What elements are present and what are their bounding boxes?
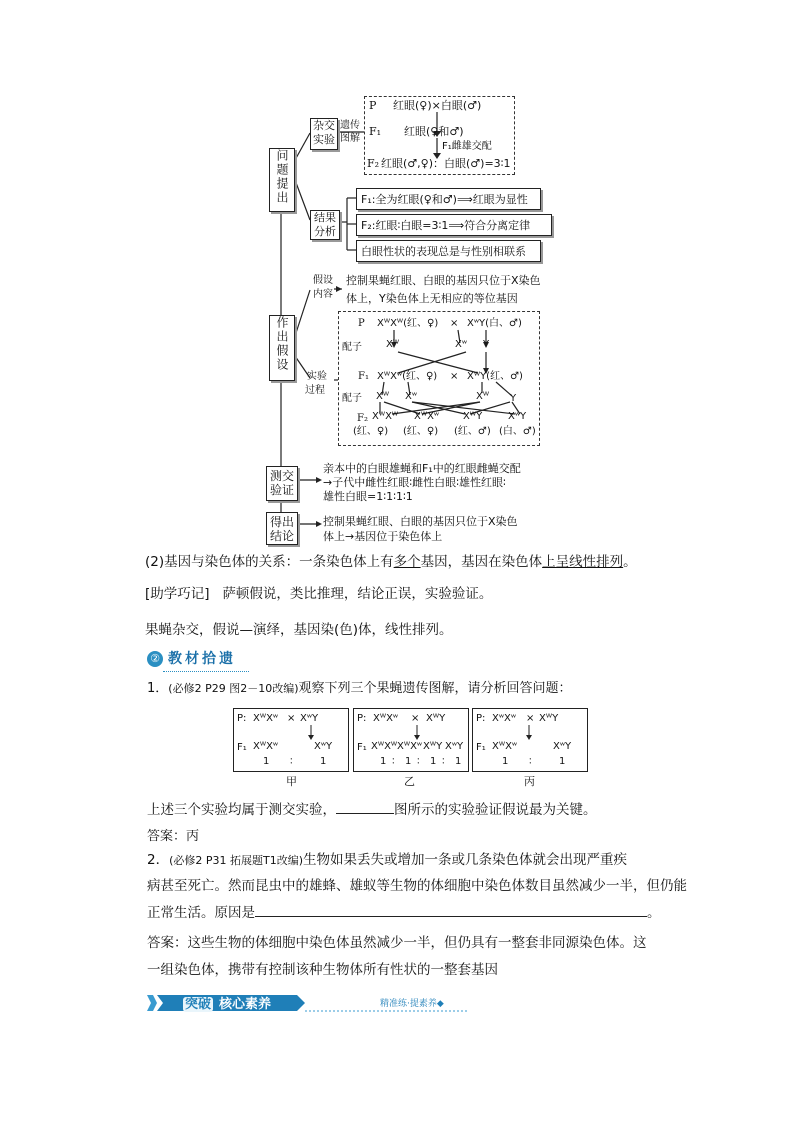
- fig-jia-f1: F₁: [237, 742, 247, 753]
- hyp-content-1: 控制果蝇红眼、白眼的基因只位于X染色: [346, 274, 541, 287]
- fig-jia-o2: XʷY: [314, 741, 333, 752]
- cross-f1: F₁: [369, 125, 382, 138]
- mnemonic-line-2: 果蝇杂交，假说—演绎，基因染(色)体，线性排列。: [145, 622, 453, 638]
- section-number-icon: ②: [147, 651, 163, 667]
- hyp-g4: Xᵂ: [376, 391, 390, 402]
- hyp-g6: Xᵂ: [476, 391, 490, 402]
- hyp-p-left: XᵂXᵂ(红、♀): [377, 318, 439, 329]
- cross-exp-2: 实验: [313, 133, 335, 146]
- fig-yi-f1: F₁: [357, 742, 367, 753]
- conclusion-label-2: 结论: [269, 529, 294, 543]
- hyp-g5: Xʷ: [405, 391, 418, 402]
- cross-f2: F₂: [367, 157, 380, 170]
- q1-blank[interactable]: [336, 813, 394, 814]
- fig-yi-r7: 1: [455, 756, 462, 767]
- hyp-p-times: ×: [450, 318, 459, 329]
- q2-answer-2: 一组染色体，携带有控制该种生物体所有性状的一整套基因: [147, 962, 498, 978]
- conclusion-label-1: 得出: [269, 515, 294, 529]
- fig-yi-x: ×: [411, 713, 420, 724]
- fig-yi-o3: XᵂY: [423, 741, 443, 752]
- fig-yi-o4: XʷY: [445, 741, 464, 752]
- cross-diagram-1: 遗传: [340, 120, 360, 131]
- fig-yi-label: 乙: [404, 775, 415, 788]
- hypothesis-label: 作出假设: [275, 316, 289, 372]
- fig-yi-r4: ：: [416, 756, 426, 767]
- banner-subtitle: 精准练·提素养◆: [380, 999, 444, 1009]
- banner-break-label: 突破: [185, 997, 212, 1012]
- conclusion-text-2: 体上→基因位于染色体上: [323, 530, 443, 543]
- fig-bing-r3: 1: [559, 756, 566, 767]
- hyp-content-2: 体上，Y染色体上无相应的等位基因: [346, 292, 518, 305]
- hyp-g1: Xᵂ: [386, 339, 400, 350]
- fig-jia-r2: ：: [289, 756, 299, 767]
- hyp-process-label-1: 实验: [307, 371, 327, 382]
- fig-bing-f1: F₁: [476, 742, 486, 753]
- hyp-g7: Y: [510, 393, 517, 404]
- section-title: 教材拾遗: [168, 651, 236, 667]
- hyp-content-label-1: 假设: [313, 275, 333, 286]
- conclusion-text-1: 控制果蝇红眼、白眼的基因只位于X染色: [323, 515, 518, 528]
- cross-p-text: 红眼(♀)×白眼(♂): [393, 99, 482, 112]
- fig-bing-o2: XʷY: [553, 741, 572, 752]
- fig-bing-r1: 1: [502, 756, 509, 767]
- cross-f1-text: 红眼(♀和♂): [404, 125, 464, 138]
- fig-yi-r1: 1: [380, 756, 387, 767]
- fig-jia-o1: XᵂXʷ: [253, 741, 279, 752]
- fig-jia-r1: 1: [263, 756, 270, 767]
- fig-bing-r2: ：: [528, 756, 538, 767]
- hyp-f1-left: XᵂXʷ(红、♀): [377, 371, 438, 382]
- hyp-content-label-2: 内容: [313, 289, 333, 300]
- fig-bing-p-left: XʷXʷ: [492, 713, 517, 724]
- fig-bing-o1: XᵂXʷ: [492, 741, 518, 752]
- analysis-item-3: 白眼性状的表现总是与性别相联系: [356, 240, 541, 262]
- fig-yi-o1: XᵂXᵂ: [371, 741, 398, 752]
- hyp-gamete2-label: 配子: [342, 393, 362, 404]
- fig-jia-label: 甲: [286, 775, 297, 788]
- hyp-p-right: XʷY(白、♂): [467, 318, 522, 329]
- hyp-f2-p1: (红、♀): [353, 426, 389, 437]
- core-literacy-banner: [147, 993, 467, 1015]
- hyp-f2-g4: XʷY: [508, 411, 527, 422]
- fig-bing-p: P:: [476, 713, 486, 724]
- hyp-p: P: [358, 318, 365, 329]
- hyp-f2-p4: (白、♂): [499, 426, 536, 437]
- hyp-f1-times: ×: [450, 371, 459, 382]
- testcross-text-3: 雄性白眼=1∶1∶1∶1: [323, 490, 413, 503]
- question-label: 问题提出: [275, 149, 289, 205]
- fig-yi-p-right: XᵂY: [426, 713, 446, 724]
- fig-bing-label: 丙: [524, 775, 535, 788]
- fig-jia-r3: 1: [320, 756, 327, 767]
- analysis-item-2: F₂:红眼∶白眼=3∶1⟹符合分离定律: [356, 214, 552, 236]
- cross-exp-1: 杂交: [313, 119, 335, 132]
- q1-line: 1．(必修2 P29 图2－10改编)观察下列三个果蝇遗传图解，请分析回答问题：: [147, 681, 572, 696]
- fig-yi-r3: 1: [405, 756, 412, 767]
- hyp-f2-g1: XᵂXᵂ: [372, 411, 399, 422]
- cross-diagram-2: 图解: [340, 133, 360, 144]
- fig-yi-r2: ：: [391, 756, 401, 767]
- mnemonic-line: [助学巧记] 萨顿假说，类比推理，结论正误，实验验证。: [145, 586, 493, 602]
- fig-bing-x: ×: [526, 713, 535, 724]
- fig-jia-p-left: XᵂXʷ: [253, 713, 279, 724]
- q2-line-1: 2．(必修2 P31 拓展题T1改编)生物如果丢失或增加一条或几条染色体就会出现严重疾: [147, 852, 628, 868]
- fig-bing-p-right: XᵂY: [539, 713, 559, 724]
- gene-chromosome-paragraph: (2)基因与染色体的关系：一条染色体上有多个基因，基因在染色体上呈线性排列。: [145, 554, 637, 570]
- hyp-f1-right: XᵂY(红、♂): [467, 371, 523, 382]
- hyp-f1: F₁: [358, 371, 369, 382]
- banner-title: 核心素养: [219, 997, 272, 1012]
- q1-answer: 答案：丙: [147, 829, 200, 844]
- q1-question-line: 上述三个实验均属于测交实验， 图所示的实验验证假说最为关键。: [147, 802, 597, 818]
- q2-blank[interactable]: [255, 916, 647, 917]
- hyp-f2-p2: (红、♀): [403, 426, 439, 437]
- hyp-f2-g2: XᵂXʷ: [414, 411, 440, 422]
- result-analysis-1: 结果: [314, 211, 336, 224]
- hyp-process-label-2: 过程: [305, 385, 325, 396]
- hyp-g3: Y: [483, 339, 490, 350]
- fig-yi-o2: XᵂXʷ: [397, 741, 423, 752]
- q2-answer-1: 答案：这些生物的体细胞中染色体虽然减少一半，但仍具有一整套非同源染色体。这: [147, 935, 647, 951]
- result-analysis-2: 分析: [314, 225, 336, 238]
- hyp-g2: Xʷ: [455, 339, 468, 350]
- hyp-f2: F₂: [357, 413, 368, 424]
- cross-f1-note: F₁雌雄交配: [442, 141, 492, 152]
- analysis-item-1: F₁:全为红眼(♀和♂)⟹红眼为显性: [356, 188, 541, 210]
- fig-jia-p-right: XʷY: [300, 713, 319, 724]
- testcross-text-1: 亲本中的白眼雄蝇和F₁中的红眼雌蝇交配: [323, 462, 521, 475]
- cross-f2-text: 红眼(♂,♀)：白眼(♂)=3∶1: [381, 157, 511, 170]
- hyp-gamete-label: 配子: [342, 342, 362, 353]
- cross-p: P: [369, 99, 377, 112]
- hyp-f2-p3: (红、♂): [454, 426, 491, 437]
- testcross-label-2: 验证: [269, 483, 294, 497]
- fig-yi-p: P:: [357, 713, 367, 724]
- fig-yi-p-left: XᵂXʷ: [373, 713, 399, 724]
- hyp-f2-g3: XᵂY: [463, 411, 483, 422]
- fig-yi-r5: 1: [430, 756, 437, 767]
- fig-yi-r6: ：: [441, 756, 451, 767]
- testcross-label-1: 测交: [269, 469, 294, 483]
- testcross-text-2: →子代中雌性红眼∶雌性白眼∶雄性红眼∶: [323, 476, 506, 489]
- fig-jia-p: P:: [237, 713, 247, 724]
- fig-jia-x: ×: [287, 713, 296, 724]
- q2-line-3: 正常生活。原因是 。: [147, 905, 661, 921]
- q2-line-2: 病甚至死亡。然而昆虫中的雄蜂、雄蚁等生物的体细胞中染色体数目虽然减少一半，但仍能: [147, 878, 687, 894]
